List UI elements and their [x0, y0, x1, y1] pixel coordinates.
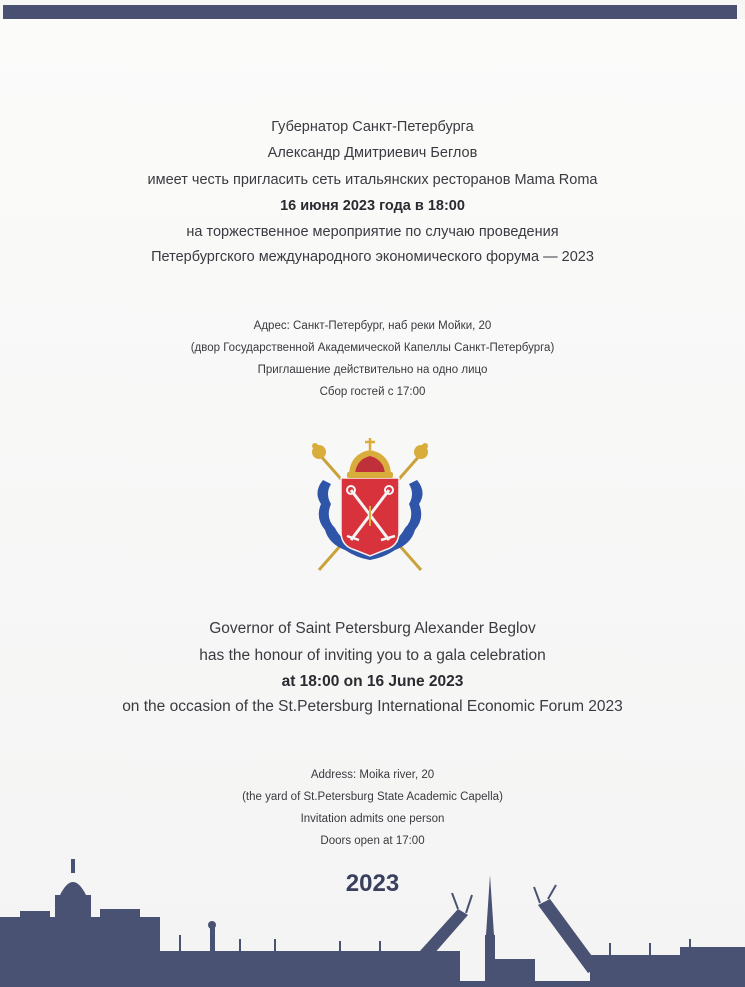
- ru-address: Адрес: Санкт-Петербург, наб реки Мойки, 20: [253, 320, 492, 332]
- en-occasion-line: on the occasion of the St.Petersburg International Economic Forum 2023: [122, 698, 623, 715]
- ru-governor-name: Александр Дмитриевич Беглов: [267, 145, 478, 161]
- ru-forum-line: Петербургского международного экономического форума — 2023: [151, 249, 594, 265]
- year-label: 2023: [345, 870, 400, 897]
- ru-governor-title: Губернатор Санкт-Петербурга: [271, 119, 474, 135]
- ru-gathering-time: Сбор гостей с 17:00: [319, 386, 426, 398]
- en-admits: Invitation admits one person: [300, 813, 445, 825]
- en-address: Address: Moika river, 20: [310, 769, 435, 781]
- en-governor-line: Governor of Saint Petersburg Alexander Beglov: [209, 620, 536, 637]
- st-petersburg-coat-of-arms-icon: [305, 432, 435, 580]
- ru-admits: Приглашение действительно на одно лицо: [257, 364, 488, 376]
- en-address-note: (the yard of St.Petersburg State Academic Capella): [242, 791, 503, 803]
- ru-address-note: (двор Государственной Академической Капеллы Санкт-Петербурга): [190, 342, 555, 354]
- en-event-time: at 18:00 on 16 June 2023: [281, 673, 464, 690]
- top-bar: [3, 5, 737, 19]
- ru-occasion-line: на торжественное мероприятие по случаю проведения: [186, 224, 559, 240]
- city-skyline-drawbridges-icon: [0, 855, 745, 987]
- en-doors-open: Doors open at 17:00: [320, 835, 425, 847]
- ru-event-date: 16 июня 2023 года в 18:00: [280, 198, 465, 214]
- en-invitation-line: has the honour of inviting you to a gala celebration: [199, 647, 546, 664]
- ru-invitation-line: имеет честь пригласить сеть итальянских ресторанов Mama Roma: [147, 172, 598, 188]
